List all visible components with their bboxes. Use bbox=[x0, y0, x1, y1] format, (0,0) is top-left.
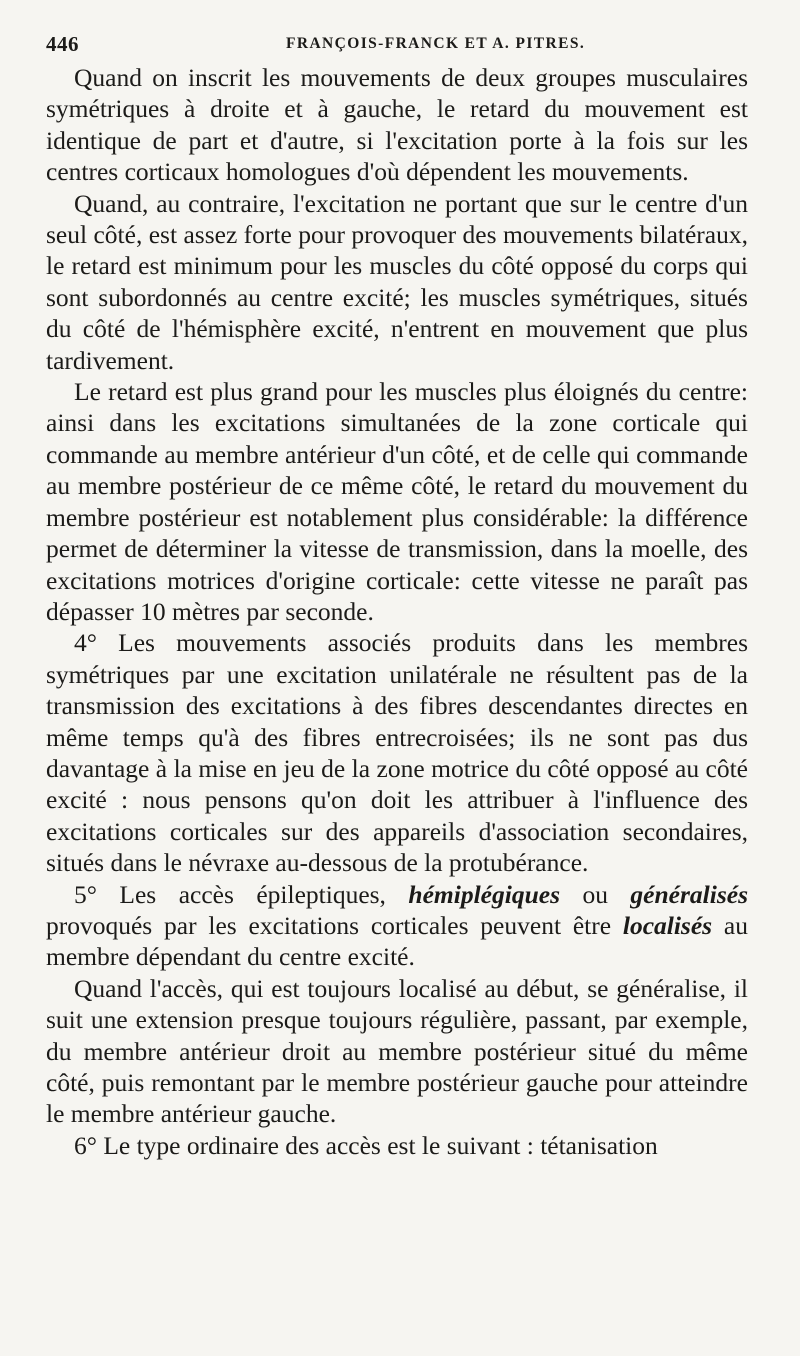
paragraph-3: Le retard est plus grand pour les muscles plus éloignés du centre: ainsi dans les excitations simultanées de la zone corticale qui commande au membre antérieur d'un côté, et de celle qui commande au membre postérieur de ce même côté, le retard du mouvement du membre postérieur est notablement plus considérable: la différence permet de déterminer la vitesse de transmission, dans la moelle, des excitations motrices d'origine corticale: cette vitesse ne paraît pas dépasser 10 mètres par seconde. bbox=[46, 377, 748, 626]
page-number: 446 bbox=[46, 32, 79, 56]
paragraph-2: Quand, au contraire, l'excitation ne portant que sur le centre d'un seul côté, est assez forte pour provoquer des mouvements bilatéraux, le retard est minimum pour les muscles du côté opposé du corps qui sont subordonnés au centre excité; les muscles symétriques, situés du côté de l'hémisphère excité, n'entrent en mouvement que plus tardivement. bbox=[46, 188, 748, 375]
paragraph-4: 4° Les mouvements associés produits dans les membres symétriques par une excitation unilatérale ne résultent pas de la transmission des excitations à des fibres descendantes directes en même temps qu'à des fibres entrecroisées; ils ne sont pas dus davantage à la mise en jeu de la zone motrice du côté opposé au côté excité : nous pensons qu'on doit les attribuer à l'influence des excitations corticales sur des appareils d'association secondaires, situés dans le névraxe au-dessous de la protubérance. bbox=[46, 628, 748, 878]
emphasis-hemiplegiques: hémiplégiques bbox=[408, 879, 560, 909]
paragraph-5 bbox=[46, 879, 748, 973]
paragraph-5-mid1: ou bbox=[560, 879, 631, 909]
emphasis-generalises: généralisés bbox=[630, 879, 748, 909]
emphasis-localises: localisés bbox=[622, 910, 713, 940]
running-title: FRANÇOIS-FRANCK ET A. PITRES. bbox=[286, 35, 586, 52]
paragraph-5-tail: au membre dépendant du centre excité. bbox=[46, 910, 748, 972]
paragraph-1: Quand on inscrit les mouvements de deux groupes musculaires symétriques à droite et à gauche, le retard du mouvement est identique de part et d'autre, si l'excitation porte à la fois sur les centres corticaux homologues d'où dépendent les mouvements. bbox=[46, 63, 748, 187]
paragraph-7: 6° Le type ordinaire des accès est le suivant : tétanisation bbox=[74, 1130, 658, 1160]
paragraph-5-mid2: provoqués par les excitations corticales peuvent être bbox=[46, 910, 623, 940]
body-text bbox=[46, 62, 748, 1161]
paragraph-6: Quand l'accès, qui est toujours localisé au début, se généralise, il suit une extension presque toujours régulière, passant, par exemple, du membre antérieur droit au membre postérieur situé du même côté, puis remontant par le membre postérieur gauche pour atteindre le membre antérieur gauche. bbox=[46, 973, 748, 1129]
paragraph-5-lead: 5° Les accès épileptiques, bbox=[74, 879, 409, 909]
running-head bbox=[46, 28, 748, 62]
